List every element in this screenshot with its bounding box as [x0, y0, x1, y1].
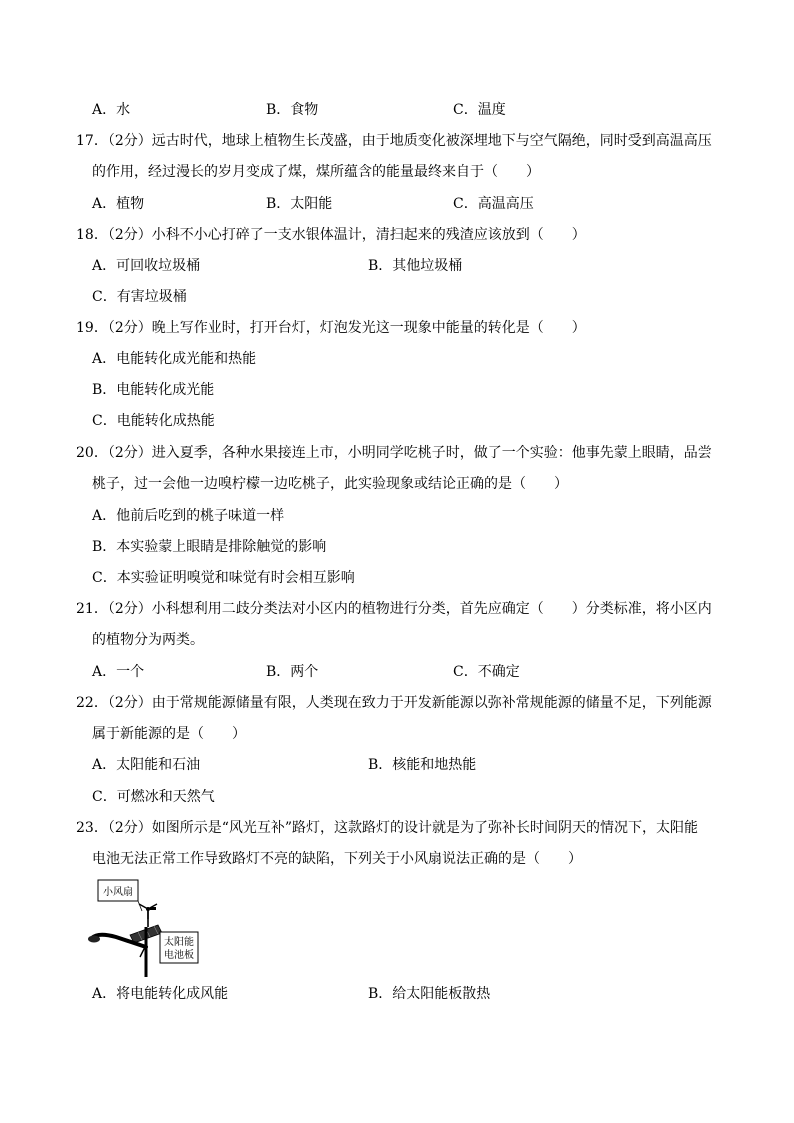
- q23-text: 23．（2分）如图所示是“风光互补”路灯，这款路灯的设计就是为了弥补长时间阴天的情况下，太阳能: [76, 820, 699, 836]
- q18-option-a[interactable]: A．可回收垃圾桶: [92, 258, 201, 274]
- q20-stem-line2: [0, 472, 794, 496]
- q20-option-a[interactable]: A．他前后吃到的桃子味道一样: [92, 508, 285, 524]
- q21-stem-line2: [0, 628, 794, 652]
- q16-option-c[interactable]: C．温度: [453, 102, 506, 118]
- q19-option-row-b: [0, 378, 794, 402]
- q19-stem-line1: [0, 316, 794, 340]
- q21-text-cont: 的植物分为两类。: [92, 632, 204, 648]
- q21-text: 21．（2分）小科想利用二歧分类法对小区内的植物进行分类，首先应确定（ ）分类标准，将小区内: [76, 601, 712, 617]
- q19-option-b[interactable]: B．电能转化成光能: [92, 382, 215, 398]
- street-lamp-figure: [88, 877, 208, 977]
- fan-label: 小风扇: [103, 887, 133, 898]
- q16-options: [0, 98, 794, 122]
- q20-option-c[interactable]: C．本实验证明嗅觉和味觉有时会相互影响: [92, 570, 355, 586]
- q22-option-b[interactable]: B．核能和地热能: [368, 757, 477, 773]
- q22-option-c[interactable]: C．可燃冰和天然气: [92, 789, 215, 805]
- q20-option-row-b: [0, 535, 794, 559]
- q23-stem-line2: [0, 847, 794, 871]
- q23-text-cont: 电池无法正常工作导致路灯不亮的缺陷，下列关于小风扇说法正确的是（ ）: [92, 851, 582, 867]
- q20-option-row-a: [0, 504, 794, 528]
- q17-stem-line1: [0, 129, 794, 153]
- q19-option-row-a: [0, 347, 794, 371]
- q18-option-b[interactable]: B．其他垃圾桶: [368, 258, 463, 274]
- q18-options-row2: [0, 285, 794, 309]
- q18-option-c[interactable]: C．有害垃圾桶: [92, 289, 187, 305]
- q19-text: 19．（2分）晚上写作业时，打开台灯，灯泡发光这一现象中能量的转化是（ ）: [76, 320, 586, 336]
- q17-option-a[interactable]: A．植物: [92, 196, 145, 212]
- q19-option-a[interactable]: A．电能转化成光能和热能: [92, 351, 257, 367]
- q17-text-cont: 的作用，经过漫长的岁月变成了煤，煤所蕴含的能量最终来自于（ ）: [92, 164, 540, 180]
- q17-option-c[interactable]: C．高温高压: [453, 196, 534, 212]
- q17-stem-line2: [0, 160, 794, 184]
- q22-stem-line1: [0, 691, 794, 715]
- q17-option-b[interactable]: B．太阳能: [266, 196, 333, 212]
- q22-options-row1: [0, 753, 794, 777]
- panel-label-line2: 电池板: [164, 950, 194, 961]
- q22-text-cont: 属于新能源的是（ ）: [92, 726, 246, 742]
- q23-option-a[interactable]: A．将电能转化成风能: [92, 986, 229, 1002]
- q23-options: [0, 982, 794, 1006]
- q22-text: 22．（2分）由于常规能源储量有限，人类现在致力于开发新能源以弥补常规能源的储量不足，下列能源: [76, 695, 712, 711]
- q17-text: 17．（2分）远古时代，地球上植物生长茂盛，由于地质变化被深埋地下与空气隔绝，同时受到高温高压: [76, 133, 712, 149]
- q21-stem-line1: [0, 597, 794, 621]
- q16-option-b[interactable]: B．食物: [266, 102, 319, 118]
- q18-options-row1: [0, 254, 794, 278]
- q21-option-a[interactable]: A．一个: [92, 664, 145, 680]
- q21-options: [0, 660, 794, 684]
- q20-option-row-c: [0, 566, 794, 590]
- q18-stem-line1: [0, 223, 794, 247]
- q23-stem-line1: [0, 816, 794, 840]
- q20-text: 20．（2分）进入夏季，各种水果接连上市，小明同学吃桃子时，做了一个实验：他事先蒙上眼睛，品尝: [76, 445, 712, 461]
- q20-text-cont: 桃子，过一会他一边嗅柠檬一边吃桃子，此实验现象或结论正确的是（ ）: [92, 476, 568, 492]
- q17-options: [0, 192, 794, 216]
- q21-option-c[interactable]: C．不确定: [453, 664, 520, 680]
- q20-option-b[interactable]: B．本实验蒙上眼睛是排除触觉的影响: [92, 539, 327, 555]
- q22-options-row2: [0, 785, 794, 809]
- q21-option-b[interactable]: B．两个: [266, 664, 319, 680]
- q23-option-b[interactable]: B．给太阳能板散热: [368, 986, 491, 1002]
- q19-option-row-c: [0, 409, 794, 433]
- q19-option-c[interactable]: C．电能转化成热能: [92, 413, 215, 429]
- q22-stem-line2: [0, 722, 794, 746]
- wind-turbine-icon: [139, 904, 157, 927]
- q20-stem-line1: [0, 441, 794, 465]
- q18-text: 18．（2分）小科不小心打碎了一支水银体温计，清扫起来的残渣应该放到（ ）: [76, 227, 586, 243]
- q16-option-a[interactable]: A．水: [92, 102, 131, 118]
- q22-option-a[interactable]: A．太阳能和石油: [92, 757, 201, 773]
- panel-label-line1: 太阳能: [164, 937, 194, 948]
